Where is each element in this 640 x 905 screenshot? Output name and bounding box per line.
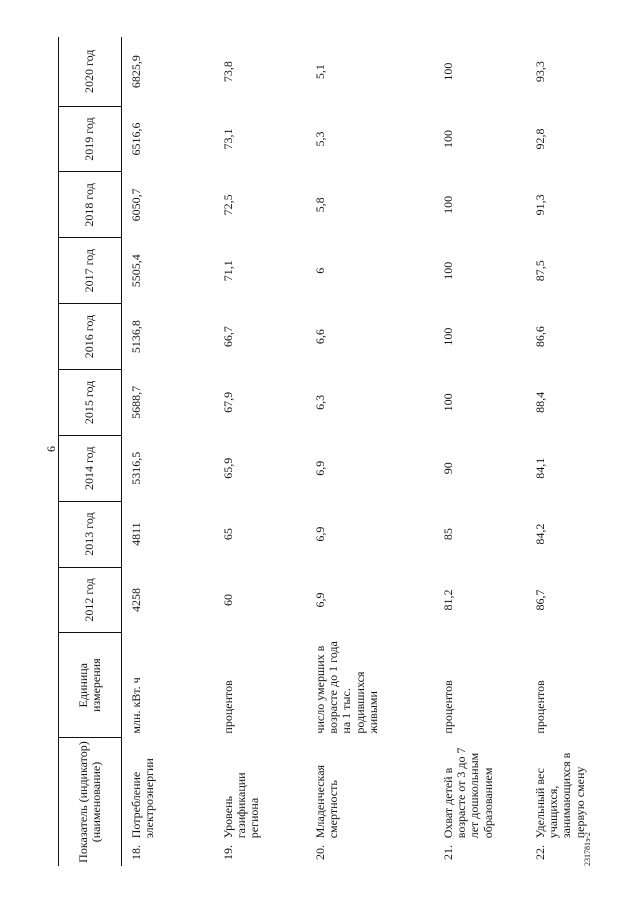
value-cell: 66,7: [220, 326, 235, 348]
header-year: 2018 год: [59, 172, 122, 238]
value-cell: 100: [440, 130, 455, 149]
value-cell: 65: [220, 528, 235, 541]
table-row: [214, 37, 306, 866]
value-cell: 6825,9: [129, 55, 143, 89]
unit-cell: число умерших в возрасте до 1 года на 1 тыс. родившихся живыми: [312, 641, 381, 734]
unit-cell: процентов: [440, 680, 455, 734]
indicator-name: Потребление электроэнергии: [129, 758, 157, 839]
row-number: 20.: [312, 845, 327, 860]
value-cell: 91,3: [532, 194, 547, 216]
value-cell: 86,6: [532, 326, 547, 348]
value-cell: 6516,6: [129, 122, 143, 156]
header-year: 2012 год: [59, 567, 122, 633]
table-row: [434, 37, 526, 866]
value-cell: 5505,4: [129, 254, 143, 288]
rotated-table-container: [58, 37, 616, 866]
value-cell: 67,9: [220, 391, 235, 413]
row-number: 19.: [220, 845, 235, 860]
unit-cell: процентов: [532, 680, 547, 734]
value-cell: 6050,7: [129, 188, 143, 222]
value-cell: 88,4: [532, 391, 547, 413]
value-cell: 100: [440, 327, 455, 346]
value-cell: 85: [440, 528, 455, 541]
header-unit: Единица измерения: [59, 633, 122, 738]
value-cell: 100: [440, 393, 455, 412]
indicator-name: Охват детей в возрасте от 3 до 7 лет дошкольным образованием: [440, 747, 495, 839]
indicator-name: Младенческая смертность: [312, 764, 340, 839]
table-header-row: [59, 37, 122, 866]
unit-cell: млн. кВт. ч: [129, 677, 143, 734]
value-cell: 5316,5: [129, 451, 143, 485]
value-cell: 93,3: [532, 61, 547, 83]
value-cell: 86,7: [532, 589, 547, 611]
value-cell: 73,1: [220, 128, 235, 150]
table-row: [526, 37, 622, 866]
value-cell: 100: [440, 261, 455, 280]
value-cell: 84,1: [532, 457, 547, 479]
table-row: [306, 37, 434, 866]
header-year: 2019 год: [59, 106, 122, 172]
value-cell: 4811: [129, 522, 143, 546]
value-cell: 100: [440, 195, 455, 214]
value-cell: 71,1: [220, 260, 235, 282]
value-cell: 92,8: [532, 128, 547, 150]
value-cell: 6,3: [312, 394, 327, 410]
value-cell: 6,9: [312, 460, 327, 476]
value-cell: 6,6: [312, 329, 327, 345]
document-code: 231781з-2: [583, 832, 592, 866]
page-number: 6: [44, 446, 58, 452]
row-number: 22.: [532, 845, 547, 860]
value-cell: 5,8: [312, 197, 327, 213]
value-cell: 84,2: [532, 523, 547, 545]
value-cell: 87,5: [532, 260, 547, 282]
header-year: 2020 год: [59, 37, 122, 106]
value-cell: 81,2: [440, 589, 455, 611]
indicator-name: Уровень газификации региона: [220, 772, 262, 839]
value-cell: 5688,7: [129, 385, 143, 419]
indicators-table: [58, 37, 622, 866]
header-year: 2017 год: [59, 238, 122, 304]
header-indicator: Показатель (индикатор) (наименование): [59, 738, 122, 866]
header-year: 2016 год: [59, 304, 122, 370]
value-cell: 6,9: [312, 592, 327, 608]
row-number: 18.: [129, 845, 143, 860]
unit-cell: процентов: [220, 680, 235, 734]
table-row: [122, 37, 214, 866]
header-year: 2015 год: [59, 369, 122, 435]
value-cell: 5,3: [312, 131, 327, 147]
value-cell: 65,9: [220, 457, 235, 479]
value-cell: 60: [220, 593, 235, 606]
header-year: 2013 год: [59, 501, 122, 567]
value-cell: 73,8: [220, 61, 235, 83]
indicator-name: Удельный вес учащихся, занимающихся в первую смену: [532, 752, 587, 839]
value-cell: 90: [440, 462, 455, 475]
value-cell: 5,1: [312, 64, 327, 80]
row-number: 21.: [440, 845, 455, 860]
value-cell: 4258: [129, 587, 143, 612]
value-cell: 72,5: [220, 194, 235, 216]
value-cell: 6: [312, 267, 327, 274]
value-cell: 5136,8: [129, 320, 143, 354]
header-year: 2014 год: [59, 435, 122, 501]
value-cell: 6,9: [312, 526, 327, 542]
value-cell: 100: [440, 62, 455, 81]
